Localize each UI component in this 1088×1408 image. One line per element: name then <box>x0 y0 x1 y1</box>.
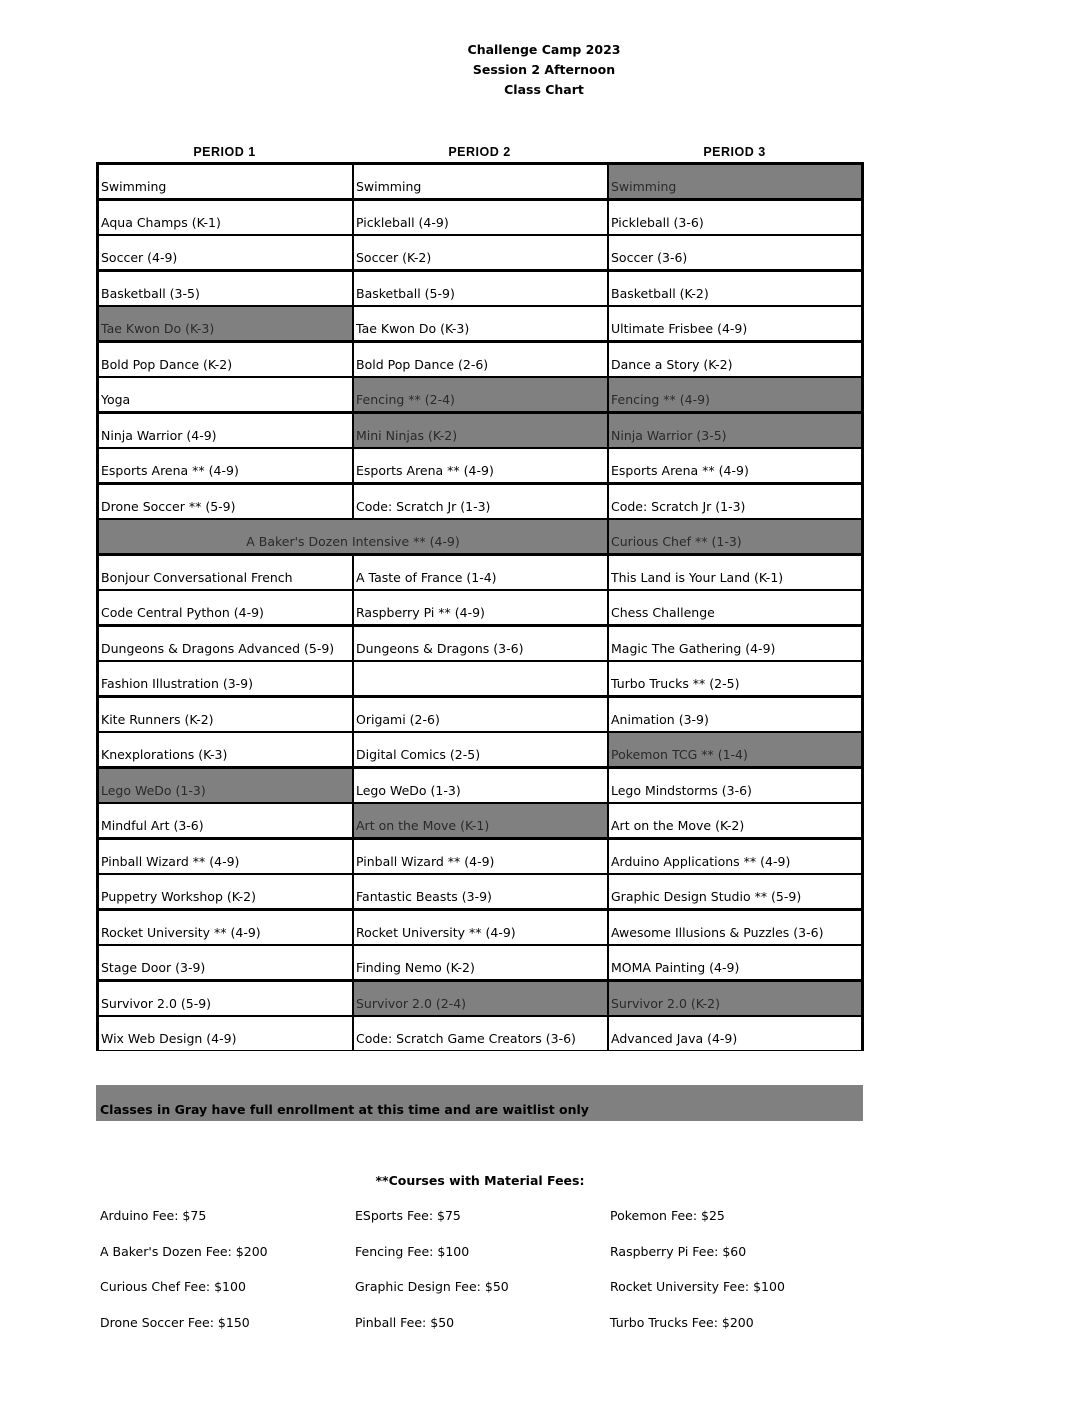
table-row <box>99 378 861 414</box>
period-1-header: PERIOD 1 <box>193 145 256 159</box>
class-cell: Lego Mindstorms (3-6) <box>609 769 861 802</box>
class-cell: Dungeons & Dragons Advanced (5-9) <box>99 627 352 660</box>
class-cell: Rocket University ** (4-9) <box>99 911 352 944</box>
class-cell: Pickleball (3-6) <box>609 201 861 234</box>
class-cell <box>354 662 607 695</box>
table-row <box>99 946 861 982</box>
material-fees-title: **Courses with Material Fees: <box>375 1173 585 1188</box>
class-cell: Swimming <box>354 165 607 198</box>
class-cell: Dance a Story (K-2) <box>609 343 861 376</box>
table-row <box>99 591 861 627</box>
table-row <box>99 449 861 485</box>
class-cell: Fencing ** (2-4) <box>354 378 607 411</box>
class-cell: Graphic Design Studio ** (5-9) <box>609 875 861 908</box>
table-row <box>99 840 861 876</box>
class-cell: Ninja Warrior (3-5) <box>609 414 861 447</box>
class-cell: Arduino Applications ** (4-9) <box>609 840 861 873</box>
class-cell: Art on the Move (K-1) <box>354 804 607 837</box>
table-row <box>99 804 861 840</box>
class-cell: Animation (3-9) <box>609 698 861 731</box>
class-cell: Kite Runners (K-2) <box>99 698 352 731</box>
chart-label: Class Chart <box>504 82 584 97</box>
class-cell: Pinball Wizard ** (4-9) <box>99 840 352 873</box>
fee-item: Turbo Trucks Fee: $200 <box>610 1315 754 1330</box>
fee-item: Graphic Design Fee: $50 <box>355 1279 509 1294</box>
class-cell: Dungeons & Dragons (3-6) <box>354 627 607 660</box>
fee-item: Drone Soccer Fee: $150 <box>100 1315 250 1330</box>
class-chart-table <box>96 162 864 1051</box>
class-cell: Knexplorations (K-3) <box>99 733 352 766</box>
fee-item: Arduino Fee: $75 <box>100 1208 207 1223</box>
class-cell: Lego WeDo (1-3) <box>99 769 352 802</box>
class-cell: Basketball (K-2) <box>609 272 861 305</box>
class-cell: Pokemon TCG ** (1-4) <box>609 733 861 766</box>
class-cell: Bonjour Conversational French <box>99 556 352 589</box>
table-row <box>99 1017 861 1053</box>
class-cell: Aqua Champs (K-1) <box>99 201 352 234</box>
class-cell: Puppetry Workshop (K-2) <box>99 875 352 908</box>
table-row <box>99 911 861 947</box>
class-cell: Swimming <box>609 165 861 198</box>
table-row <box>99 875 861 911</box>
class-cell: Esports Arena ** (4-9) <box>99 449 352 482</box>
class-cell: Mindful Art (3-6) <box>99 804 352 837</box>
page-subtitle: Session 2 Afternoon <box>472 62 616 77</box>
table-row <box>99 307 861 343</box>
table-row <box>99 627 861 663</box>
class-cell: Tae Kwon Do (K-3) <box>354 307 607 340</box>
class-cell: Code: Scratch Game Creators (3-6) <box>354 1017 607 1050</box>
table-row <box>99 201 861 237</box>
class-cell: Survivor 2.0 (K-2) <box>609 982 861 1015</box>
class-cell: Digital Comics (2-5) <box>354 733 607 766</box>
class-cell: Soccer (3-6) <box>609 236 861 269</box>
table-row <box>99 733 861 769</box>
fee-item: A Baker's Dozen Fee: $200 <box>100 1244 268 1259</box>
fee-item: Pokemon Fee: $25 <box>610 1208 725 1223</box>
class-cell: Lego WeDo (1-3) <box>354 769 607 802</box>
class-cell: A Taste of France (1-4) <box>354 556 607 589</box>
table-row <box>99 982 861 1018</box>
period-3-header: PERIOD 3 <box>703 145 766 159</box>
class-cell: Esports Arena ** (4-9) <box>609 449 861 482</box>
table-row <box>99 769 861 805</box>
table-row <box>99 165 861 201</box>
table-row <box>99 556 861 592</box>
class-cell: Origami (2-6) <box>354 698 607 731</box>
class-cell: Advanced Java (4-9) <box>609 1017 861 1050</box>
class-cell: Fashion Illustration (3-9) <box>99 662 352 695</box>
class-cell: Mini Ninjas (K-2) <box>354 414 607 447</box>
class-cell: Awesome Illusions & Puzzles (3-6) <box>609 911 861 944</box>
class-cell: Bold Pop Dance (K-2) <box>99 343 352 376</box>
page-title: Challenge Camp 2023 <box>467 42 621 57</box>
class-cell: MOMA Painting (4-9) <box>609 946 861 979</box>
waitlist-notice: Classes in Gray have full enrollment at this time and are waitlist only <box>96 1085 863 1121</box>
fee-item: Pinball Fee: $50 <box>355 1315 455 1330</box>
class-cell: Fantastic Beasts (3-9) <box>354 875 607 908</box>
period-2-header: PERIOD 2 <box>448 145 511 159</box>
class-cell: Drone Soccer ** (5-9) <box>99 485 352 518</box>
class-cell: Basketball (3-5) <box>99 272 352 305</box>
table-row <box>99 272 861 308</box>
class-cell: Art on the Move (K-2) <box>609 804 861 837</box>
class-cell: Fencing ** (4-9) <box>609 378 861 411</box>
class-cell: Tae Kwon Do (K-3) <box>99 307 352 340</box>
class-cell: Finding Nemo (K-2) <box>354 946 607 979</box>
table-row <box>99 698 861 734</box>
class-cell: Raspberry Pi ** (4-9) <box>354 591 607 624</box>
class-cell: Stage Door (3-9) <box>99 946 352 979</box>
class-cell: Code Central Python (4-9) <box>99 591 352 624</box>
table-row <box>99 414 861 450</box>
class-cell: Survivor 2.0 (2-4) <box>354 982 607 1015</box>
class-cell: Survivor 2.0 (5-9) <box>99 982 352 1015</box>
class-cell: This Land is Your Land (K-1) <box>609 556 861 589</box>
fee-item: ESports Fee: $75 <box>355 1208 461 1223</box>
class-cell: Bold Pop Dance (2-6) <box>354 343 607 376</box>
class-cell: Rocket University ** (4-9) <box>354 911 607 944</box>
fee-item: Raspberry Pi Fee: $60 <box>610 1244 747 1259</box>
class-cell: Soccer (4-9) <box>99 236 352 269</box>
table-row <box>99 485 861 521</box>
class-cell: Chess Challenge <box>609 591 861 624</box>
class-cell: Yoga <box>99 378 352 411</box>
class-cell: Ultimate Frisbee (4-9) <box>609 307 861 340</box>
class-cell: Soccer (K-2) <box>354 236 607 269</box>
class-cell: Turbo Trucks ** (2-5) <box>609 662 861 695</box>
table-row <box>99 236 861 272</box>
class-cell: Magic The Gathering (4-9) <box>609 627 861 660</box>
class-cell: Wix Web Design (4-9) <box>99 1017 352 1050</box>
class-cell: Pickleball (4-9) <box>354 201 607 234</box>
table-row <box>99 662 861 698</box>
fee-item: Rocket University Fee: $100 <box>610 1279 785 1294</box>
table-row <box>99 343 861 379</box>
class-cell: A Baker's Dozen Intensive ** (4-9) <box>99 520 607 553</box>
class-cell: Swimming <box>99 165 352 198</box>
class-cell: Code: Scratch Jr (1-3) <box>609 485 861 518</box>
fee-item: Fencing Fee: $100 <box>355 1244 470 1259</box>
class-cell: Code: Scratch Jr (1-3) <box>354 485 607 518</box>
class-cell: Curious Chef ** (1-3) <box>609 520 861 553</box>
class-cell: Ninja Warrior (4-9) <box>99 414 352 447</box>
table-row <box>99 520 861 556</box>
class-cell: Basketball (5-9) <box>354 272 607 305</box>
class-cell: Pinball Wizard ** (4-9) <box>354 840 607 873</box>
fee-item: Curious Chef Fee: $100 <box>100 1279 246 1294</box>
class-cell: Esports Arena ** (4-9) <box>354 449 607 482</box>
